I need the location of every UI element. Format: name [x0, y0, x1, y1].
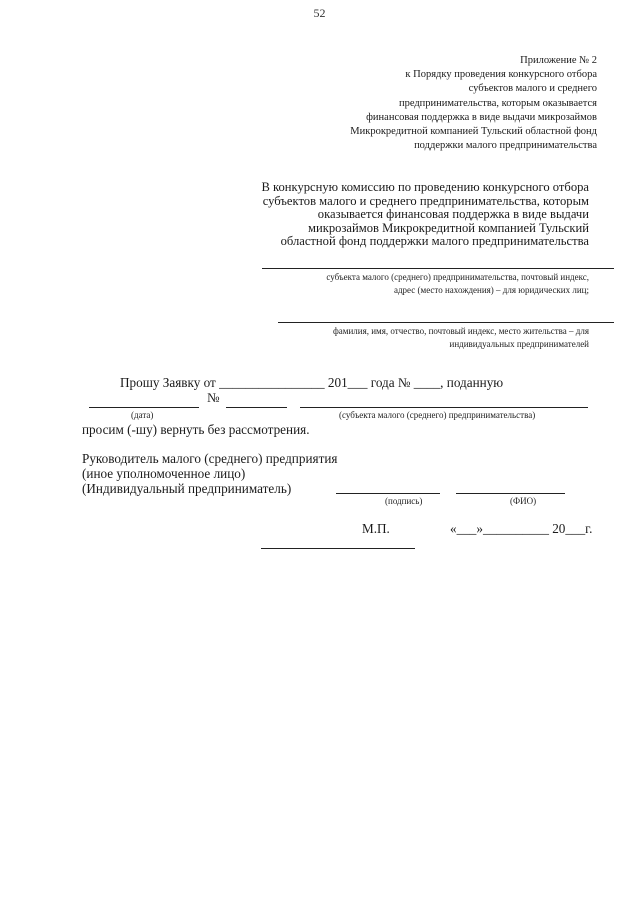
- number-fill-line: [226, 407, 287, 408]
- date-caption: (дата): [131, 410, 154, 420]
- signatory-line: (иное уполномоченное лицо): [82, 465, 246, 481]
- signatory-line: (Индивидуальный предприниматель): [82, 480, 292, 496]
- bottom-fill-line: [261, 548, 415, 549]
- individual-caption-line: индивидуальных предпринимателей: [449, 339, 589, 349]
- entity-name-fill-line: [300, 407, 588, 408]
- entity-caption-line: субъекта малого (среднего) предпринимательства, почтовый индекс,: [326, 272, 589, 282]
- addressee-line: субъектов малого и среднего предпринимательства, которым: [262, 193, 589, 208]
- date-line: «___»__________ 20___г.: [450, 521, 593, 536]
- signatory-line: Руководитель малого (среднего) предприятия: [82, 451, 338, 466]
- addressee-line: оказывается финансовая поддержка в виде выдачи: [317, 207, 589, 222]
- return-request-text: просим (-шу) вернуть без рассмотрения.: [82, 422, 310, 437]
- request-line: Прошу Заявку от ________________ 201___ года № ____, поданную: [120, 375, 504, 390]
- addressee-line: областной фонд поддержки малого предпринимательства: [280, 234, 589, 249]
- entity-name-caption: (субъекта малого (среднего) предпринимательства): [339, 410, 536, 420]
- addressee-line: микрозаймов Микрокредитной компанией Тульский: [308, 220, 589, 235]
- appendix-line: субъектов малого и среднего: [468, 83, 597, 95]
- individual-caption: [333, 325, 589, 351]
- appendix-line: финансовая поддержка в виде выдачи микрозаймов: [366, 111, 597, 123]
- individual-caption-line: фамилия, имя, отчество, почтовый индекс, место жительства – для: [332, 326, 589, 336]
- addressee-block: [261, 181, 589, 249]
- appendix-line: к Порядку проведения конкурсного отбора: [405, 69, 597, 81]
- signature-caption: (подпись): [385, 496, 423, 506]
- entity-caption: [326, 271, 589, 297]
- signature-fill-line: [336, 493, 440, 494]
- appendix-line: предпринимательства, которым оказывается: [398, 97, 597, 109]
- name-caption: (ФИО): [510, 496, 537, 506]
- appendix-line: Микрокредитной компанией Тульский областной фонд: [350, 126, 597, 138]
- appendix-line: Приложение № 2: [520, 55, 597, 66]
- individual-fill-line: [278, 322, 614, 323]
- page-number: 52: [313, 6, 326, 20]
- signatory-block: [82, 452, 337, 496]
- date-fill-line: [89, 407, 199, 408]
- addressee-line: В конкурсную комиссию по проведению конкурсного отбора: [261, 180, 589, 194]
- number-sign: №: [207, 390, 220, 405]
- appendix-line: поддержки малого предпринимательства: [414, 140, 597, 152]
- stamp-label: М.П.: [362, 521, 390, 536]
- name-fill-line: [456, 493, 565, 494]
- entity-fill-line: [262, 268, 614, 269]
- appendix-header: [350, 54, 597, 153]
- entity-caption-line: адрес (место нахождения) – для юридических лиц;: [393, 285, 589, 295]
